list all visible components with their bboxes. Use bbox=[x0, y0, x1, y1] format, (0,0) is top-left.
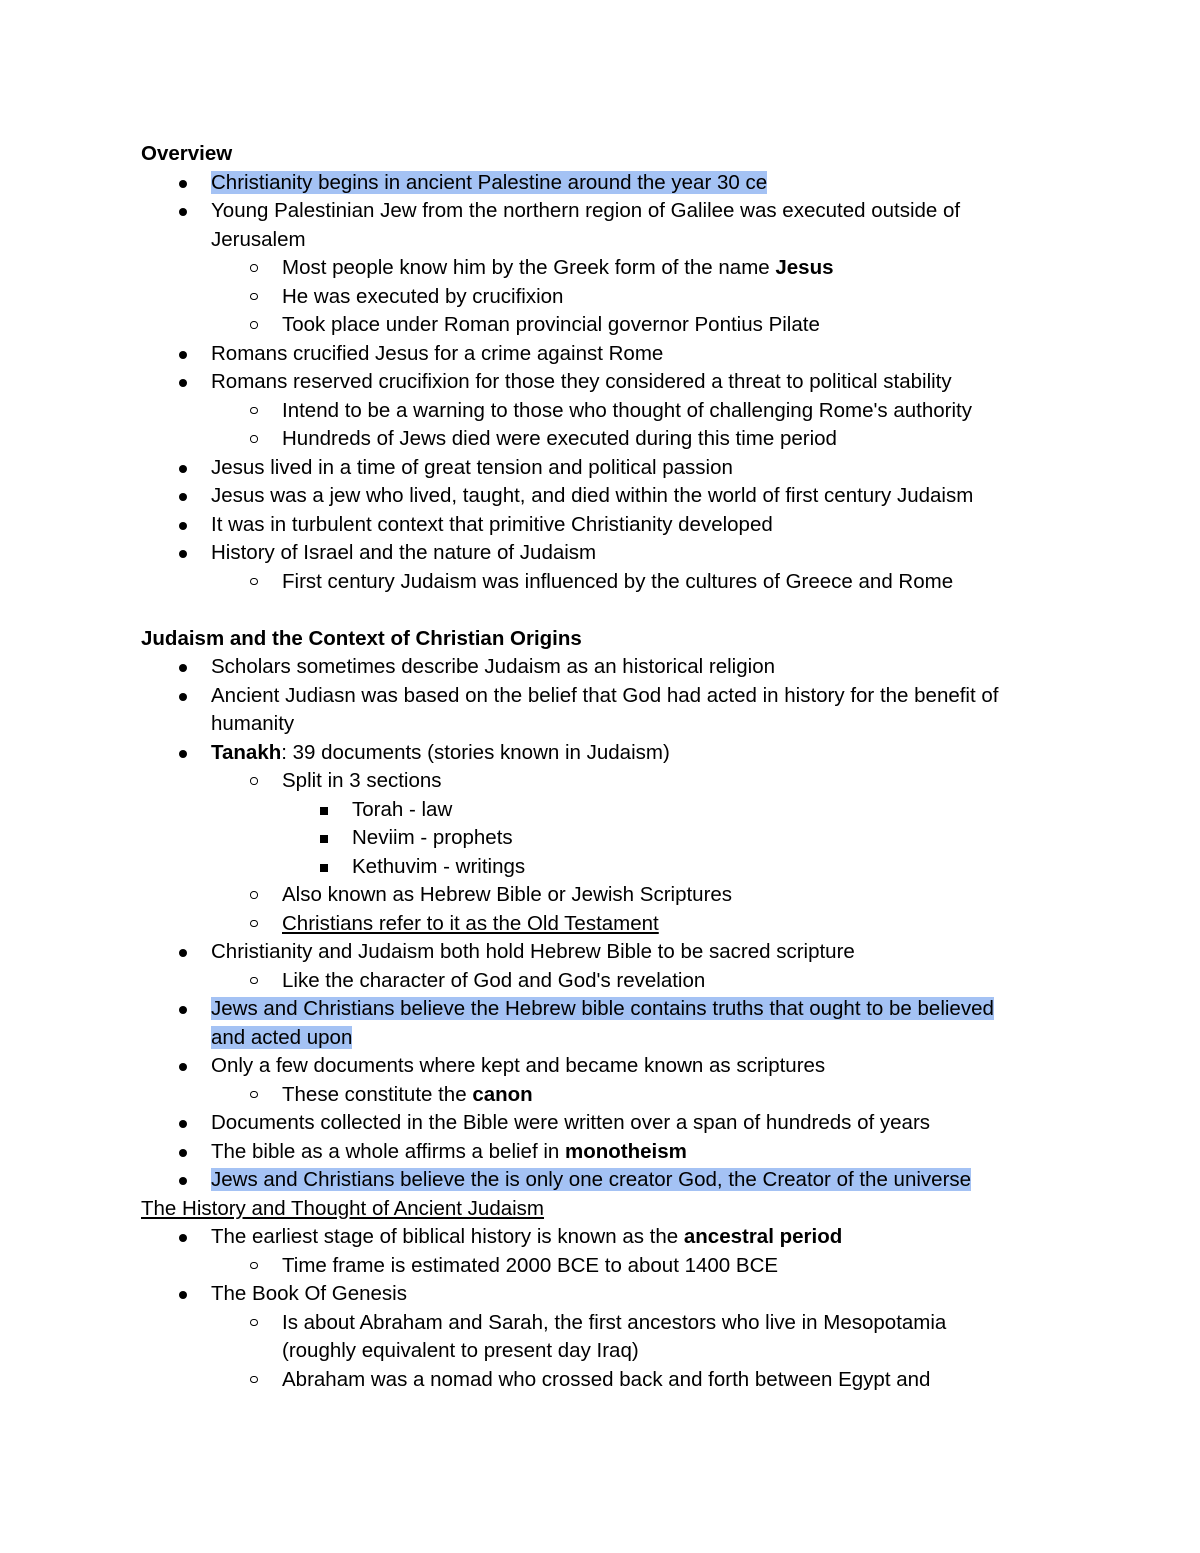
list-item bbox=[141, 539, 1061, 568]
list-item bbox=[141, 511, 1061, 540]
bullet-circle-icon bbox=[250, 920, 258, 928]
list-item bbox=[141, 340, 1061, 369]
list-item bbox=[141, 425, 1061, 454]
bullet-disc-icon bbox=[179, 180, 187, 188]
list-item-text bbox=[211, 171, 767, 194]
bullet-circle-icon bbox=[250, 435, 258, 443]
text-run: History of Israel and the nature of Judaism bbox=[211, 541, 597, 564]
list-item bbox=[141, 796, 1061, 825]
document-body bbox=[141, 140, 1061, 1394]
list-item-text bbox=[282, 399, 972, 422]
list-item-continuation bbox=[141, 710, 1061, 739]
text-run: (roughly equivalent to present day Iraq) bbox=[282, 1339, 639, 1362]
text-run: Time frame is estimated 2000 BCE to about 1400 BCE bbox=[282, 1253, 779, 1277]
list-item bbox=[141, 254, 1061, 283]
list-item bbox=[141, 397, 1061, 426]
text-run: Jesus was a jew who lived, taught, and died within the world of first century Judaism bbox=[211, 484, 974, 507]
list-item-text bbox=[282, 570, 953, 593]
bullet-disc-icon bbox=[179, 1234, 187, 1242]
list-item-text bbox=[352, 826, 513, 849]
list-item bbox=[141, 824, 1061, 853]
bullet-circle-icon bbox=[250, 264, 258, 272]
bullet-disc-icon bbox=[179, 522, 187, 530]
text-run: Hundreds of Jews died were executed during this time period bbox=[282, 427, 837, 450]
list-item bbox=[141, 568, 1061, 597]
bold-term: Tanakh bbox=[211, 740, 282, 764]
text-run: The Book Of Genesis bbox=[211, 1282, 407, 1305]
bullet-disc-icon bbox=[179, 1063, 187, 1071]
list-item bbox=[141, 283, 1061, 312]
bold-term: monotheism bbox=[565, 1139, 687, 1163]
text-run: Young Palestinian Jew from the northern region of Galilee was executed outside of bbox=[211, 199, 961, 222]
bullet-circle-icon bbox=[250, 407, 258, 415]
list-item-text bbox=[211, 370, 952, 393]
list-item-text bbox=[211, 199, 960, 222]
text-run: Is about Abraham and Sarah, the first ancestors who live in Mesopotamia bbox=[282, 1310, 947, 1334]
list-item-text bbox=[211, 1168, 971, 1191]
list-item bbox=[141, 311, 1061, 340]
bullet-disc-icon bbox=[179, 1006, 187, 1014]
list-item-text bbox=[211, 342, 663, 365]
list-item-text bbox=[211, 541, 596, 564]
bullet-disc-icon bbox=[179, 1120, 187, 1128]
text-run: Documents collected in the Bible were written over a span of hundreds of years bbox=[211, 1111, 931, 1134]
list-item bbox=[141, 767, 1061, 796]
list-item-text bbox=[211, 1054, 825, 1077]
list-item-text bbox=[211, 1026, 352, 1049]
bullet-circle-icon bbox=[250, 578, 258, 586]
list-item bbox=[141, 739, 1061, 768]
text-run: Christianity begins in ancient Palestine around the year 30 ce bbox=[211, 170, 768, 194]
text-run: These constitute the bbox=[282, 1082, 473, 1106]
list-item-continuation bbox=[141, 226, 1061, 255]
text-run: Also known as Hebrew Bible or Jewish Scriptures bbox=[282, 883, 733, 906]
bullet-disc-icon bbox=[179, 1177, 187, 1185]
list-item bbox=[141, 1223, 1061, 1252]
text-run: Jesus lived in a time of great tension and political passion bbox=[211, 455, 733, 479]
bullet-disc-icon bbox=[179, 949, 187, 957]
text-run: Most people know him by the Greek form of the name bbox=[282, 256, 776, 279]
text-run: and acted upon bbox=[211, 1025, 353, 1049]
bullet-circle-icon bbox=[250, 1376, 258, 1384]
bullet-circle-icon bbox=[250, 1091, 258, 1099]
bullet-circle-icon bbox=[250, 977, 258, 985]
text-run: : 39 documents (stories known in Judaism) bbox=[281, 740, 670, 764]
list-item-text bbox=[211, 655, 775, 678]
text-run: First century Judaism was influenced by the cultures of Greece and Rome bbox=[282, 569, 954, 593]
text-run: Like the character of God and God's revelation bbox=[282, 968, 706, 992]
text-run: humanity bbox=[211, 712, 295, 735]
list-item-text bbox=[352, 798, 452, 821]
bullet-square-icon bbox=[320, 864, 328, 872]
text-run: The earliest stage of biblical history is known as the bbox=[211, 1225, 684, 1248]
list-item-text bbox=[282, 1368, 930, 1391]
bullet-disc-icon bbox=[179, 550, 187, 558]
bullet-circle-icon bbox=[250, 777, 258, 785]
list-item-text bbox=[211, 940, 855, 963]
bullet-disc-icon bbox=[179, 1291, 187, 1299]
text-run: Split in 3 sections bbox=[282, 769, 442, 792]
bullet-disc-icon bbox=[179, 379, 187, 387]
list-item-text bbox=[211, 684, 998, 707]
list-item-text bbox=[282, 285, 563, 308]
bullet-disc-icon bbox=[179, 1149, 187, 1157]
list-item bbox=[141, 938, 1061, 967]
list-item-text bbox=[282, 427, 837, 450]
list-item-text bbox=[282, 1339, 639, 1362]
text-run: Jerusalem bbox=[211, 227, 306, 251]
list-item bbox=[141, 1081, 1061, 1110]
list-item bbox=[141, 995, 1061, 1024]
list-item-text bbox=[282, 1254, 778, 1277]
list-item bbox=[141, 653, 1061, 682]
bold-term: canon bbox=[472, 1082, 533, 1106]
list-item bbox=[141, 881, 1061, 910]
list-item bbox=[141, 1166, 1061, 1195]
text-run: Intend to be a warning to those who thought of challenging Rome's authority bbox=[282, 398, 972, 422]
text-run: Torah - law bbox=[352, 797, 453, 821]
list-item bbox=[141, 482, 1061, 511]
text-run: Abraham was a nomad who crossed back and forth between Egypt and bbox=[282, 1367, 931, 1391]
section-heading bbox=[141, 625, 1061, 654]
list-item-text bbox=[282, 313, 820, 336]
list-item-continuation bbox=[141, 1337, 1061, 1366]
text-run: Christians refer to it as the Old Testament bbox=[282, 911, 659, 935]
text-run: Jews and Christians believe the is only one creator God, the Creator of the universe bbox=[211, 1168, 972, 1191]
list-item-text bbox=[211, 1282, 407, 1305]
bullet-disc-icon bbox=[179, 493, 187, 501]
bullet-circle-icon bbox=[250, 1262, 258, 1270]
text-run: Ancient Judiasn was based on the belief that God had acted in history for the benefit of bbox=[211, 683, 999, 707]
text-run: Neviim - prophets bbox=[352, 826, 513, 849]
list-item bbox=[141, 1280, 1061, 1309]
list-item-text bbox=[352, 855, 525, 878]
heading-text: Judaism and the Context of Christian Origins bbox=[141, 626, 582, 650]
list-item-text bbox=[211, 513, 773, 536]
text-run: Kethuvim - writings bbox=[352, 854, 526, 878]
list-item bbox=[141, 197, 1061, 226]
bullet-circle-icon bbox=[250, 891, 258, 899]
bold-term: Jesus bbox=[775, 256, 834, 279]
list-item-text bbox=[211, 997, 994, 1020]
bullet-circle-icon bbox=[250, 293, 258, 301]
bullet-disc-icon bbox=[179, 208, 187, 216]
text-run: Romans crucified Jesus for a crime against Rome bbox=[211, 341, 664, 365]
list-item-text bbox=[282, 256, 834, 279]
list-item bbox=[141, 1109, 1061, 1138]
list-item-continuation bbox=[141, 1024, 1061, 1053]
bullet-square-icon bbox=[320, 807, 328, 815]
list-item bbox=[141, 682, 1061, 711]
list-item-text bbox=[282, 1311, 946, 1334]
text-run: Romans reserved crucifixion for those they considered a threat to political stability bbox=[211, 370, 952, 393]
list-item bbox=[141, 1309, 1061, 1338]
list-item bbox=[141, 454, 1061, 483]
bullet-square-icon bbox=[320, 835, 328, 843]
list-item-text bbox=[282, 912, 659, 935]
text-run: He was executed by crucifixion bbox=[282, 284, 564, 308]
list-item bbox=[141, 169, 1061, 198]
text-run: It was in turbulent context that primitive Christianity developed bbox=[211, 512, 773, 536]
list-item bbox=[141, 1252, 1061, 1281]
text-run: Christianity and Judaism both hold Hebrew Bible to be sacred scripture bbox=[211, 940, 855, 963]
text-run: Jews and Christians believe the Hebrew bible contains truths that ought to be believed bbox=[211, 997, 994, 1020]
bullet-disc-icon bbox=[179, 351, 187, 359]
list-item-text bbox=[282, 969, 705, 992]
blank-line bbox=[141, 596, 1061, 625]
bullet-disc-icon bbox=[179, 750, 187, 758]
bullet-disc-icon bbox=[179, 693, 187, 701]
list-item-text bbox=[211, 228, 306, 251]
list-item bbox=[141, 1366, 1061, 1395]
bullet-disc-icon bbox=[179, 664, 187, 672]
bullet-circle-icon bbox=[250, 1319, 258, 1327]
list-item-text bbox=[211, 484, 973, 507]
heading-text: Overview bbox=[141, 142, 233, 165]
bullet-circle-icon bbox=[250, 321, 258, 329]
heading-text: The History and Thought of Ancient Judaism bbox=[141, 1196, 545, 1220]
list-item bbox=[141, 910, 1061, 939]
text-run: Only a few documents where kept and became known as scriptures bbox=[211, 1054, 826, 1077]
text-run: The bible as a whole affirms a belief in bbox=[211, 1139, 566, 1163]
bullet-disc-icon bbox=[179, 465, 187, 473]
list-item bbox=[141, 853, 1061, 882]
list-item-text bbox=[211, 456, 733, 479]
section-heading bbox=[141, 140, 1061, 169]
list-item bbox=[141, 1052, 1061, 1081]
text-run: Took place under Roman provincial governor Pontius Pilate bbox=[282, 313, 820, 336]
list-item bbox=[141, 368, 1061, 397]
list-item-text bbox=[282, 1083, 533, 1106]
section-subheading bbox=[141, 1195, 1061, 1224]
list-item-text bbox=[211, 741, 670, 764]
list-item-text bbox=[211, 1225, 842, 1248]
list-item bbox=[141, 1138, 1061, 1167]
text-run: Scholars sometimes describe Judaism as an historical religion bbox=[211, 655, 775, 678]
list-item-text bbox=[282, 769, 442, 792]
list-item-text bbox=[211, 1111, 930, 1134]
bold-term: ancestral period bbox=[683, 1225, 843, 1248]
list-item-text bbox=[211, 712, 294, 735]
list-item-text bbox=[211, 1140, 687, 1163]
list-item bbox=[141, 967, 1061, 996]
list-item-text bbox=[282, 883, 732, 906]
